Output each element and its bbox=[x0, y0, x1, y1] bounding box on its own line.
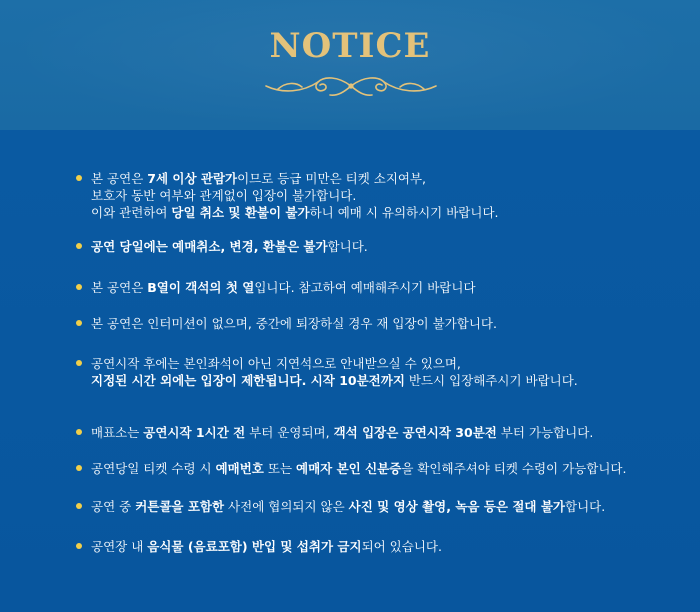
notice-text: 부터 가능합니다. bbox=[496, 425, 594, 440]
notice-text: 공연 중 bbox=[91, 499, 136, 514]
notice-line bbox=[91, 187, 499, 204]
notice-item bbox=[76, 279, 476, 296]
flourish-ornament-icon bbox=[258, 72, 444, 100]
notice-line bbox=[91, 424, 593, 441]
notice-text: 합니다. bbox=[565, 499, 606, 514]
notice-text: 사전에 협의되지 않은 bbox=[224, 499, 349, 514]
notice-line bbox=[91, 460, 626, 477]
notice-text: 이와 관련하여 bbox=[91, 205, 172, 220]
notice-item bbox=[76, 315, 497, 332]
header-band bbox=[0, 0, 700, 130]
notice-line bbox=[91, 170, 499, 187]
emphasis-text: 예매번호 bbox=[215, 461, 264, 476]
emphasis-text: 지정된 시간 외에는 입장이 제한됩니다. 시작 10분전까지 bbox=[91, 373, 405, 388]
bullet-icon bbox=[76, 175, 82, 181]
notice-line bbox=[91, 372, 578, 389]
notice-item bbox=[76, 238, 368, 255]
bullet-icon bbox=[76, 465, 82, 471]
notice-item bbox=[76, 498, 605, 515]
emphasis-text: 커튼콜을 포함한 bbox=[135, 499, 225, 514]
notice-line bbox=[91, 538, 442, 555]
notice-text: 본 공연은 bbox=[91, 280, 148, 295]
notice-text: 공연시작 후에는 본인좌석이 아닌 지연석으로 안내받으실 수 있으며, bbox=[91, 356, 461, 371]
page-title: NOTICE bbox=[269, 26, 431, 66]
notice-text: 되어 있습니다. bbox=[361, 539, 442, 554]
bullet-icon bbox=[76, 284, 82, 290]
notice-text: 을 확인해주셔야 티켓 수령이 가능합니다. bbox=[401, 461, 627, 476]
notice-text: 이므로 등급 미만은 티켓 소지여부, bbox=[237, 171, 427, 186]
notice-item bbox=[76, 170, 499, 221]
bullet-icon bbox=[76, 503, 82, 509]
notice-text: 보호자 동반 여부와 관계없이 입장이 불가합니다. bbox=[91, 188, 357, 203]
notice-content bbox=[0, 130, 700, 612]
notice-line bbox=[91, 279, 476, 296]
bullet-icon bbox=[76, 360, 82, 366]
emphasis-text: 객석 입장은 공연시작 30분전 bbox=[333, 425, 497, 440]
notice-text: 또는 bbox=[263, 461, 296, 476]
notice-item bbox=[76, 460, 626, 477]
bullet-icon bbox=[76, 243, 82, 249]
notice-text: 본 공연은 bbox=[91, 171, 148, 186]
notice-line bbox=[91, 238, 368, 255]
notice-line bbox=[91, 315, 497, 332]
bullet-icon bbox=[76, 320, 82, 326]
notice-item bbox=[76, 538, 442, 555]
bullet-icon bbox=[76, 543, 82, 549]
notice-text: 매표소는 bbox=[91, 425, 144, 440]
emphasis-text: 당일 취소 및 환불이 불가 bbox=[171, 205, 310, 220]
notice-text: 합니다. bbox=[327, 239, 368, 254]
notice-text: 입니다. 참고하여 예매해주시기 바랍니다 bbox=[254, 280, 476, 295]
notice-line bbox=[91, 498, 605, 515]
emphasis-text: 공연시작 1시간 전 bbox=[143, 425, 246, 440]
emphasis-text: 사진 및 영상 촬영, 녹음 등은 절대 불가 bbox=[348, 499, 565, 514]
notice-item bbox=[76, 355, 578, 389]
emphasis-text: B열이 객석의 첫 열 bbox=[147, 280, 255, 295]
notice-item bbox=[76, 424, 593, 441]
emphasis-text: 공연 당일에는 예매취소, 변경, 환불은 불가 bbox=[91, 239, 328, 254]
notice-text: 본 공연은 인터미션이 없으며, 중간에 퇴장하실 경우 재 입장이 불가합니다. bbox=[91, 316, 497, 331]
emphasis-text: 7세 이상 관람가 bbox=[147, 171, 238, 186]
emphasis-text: 예매자 본인 신분증 bbox=[296, 461, 402, 476]
notice-text: 반드시 입장해주시기 바랍니다. bbox=[404, 373, 578, 388]
notice-text: 공연당일 티켓 수령 시 bbox=[91, 461, 216, 476]
notice-line bbox=[91, 355, 578, 372]
bullet-icon bbox=[76, 429, 82, 435]
notice-text: 하니 예매 시 유의하시기 바랍니다. bbox=[309, 205, 499, 220]
notice-line bbox=[91, 204, 499, 221]
notice-text: 공연장 내 bbox=[91, 539, 148, 554]
notice-text: 부터 운영되며, bbox=[245, 425, 334, 440]
emphasis-text: 음식물 (음료포함) 반입 및 섭취가 금지 bbox=[147, 539, 362, 554]
